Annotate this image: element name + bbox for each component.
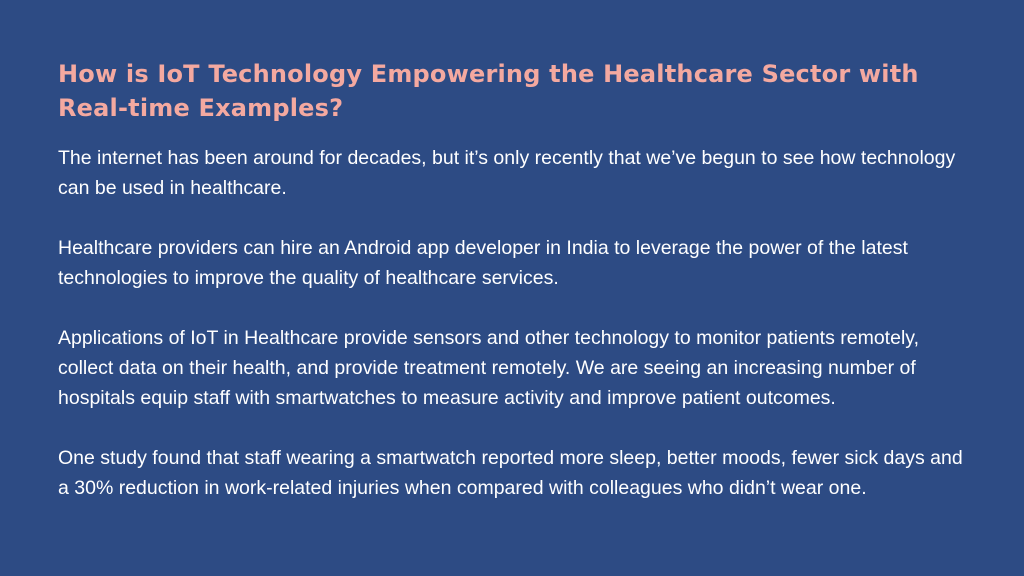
slide-title: How is IoT Technology Empowering the Healthcare Sector with Real-time Examples?	[58, 60, 919, 122]
paragraph-intro: The internet has been around for decades, but it’s only recently that we’ve begun to see how technology can be used in healthcare.	[58, 147, 956, 199]
paragraph-iot-applications: Applications of IoT in Healthcare provide sensors and other technology to monitor patients remotely, collect data on their health, and provide treatment remotely. We are seeing an increasing number of hospitals equip staff with smartwatches to measure activity and improve patient outcomes.	[58, 327, 919, 409]
slide-body	[58, 143, 978, 503]
paragraph-smartwatch-study: One study found that staff wearing a smartwatch reported more sleep, better moods, fewer sick days and a 30% reduction in work-related injuries when compared with colleagues who didn’t wear one.	[58, 447, 963, 499]
paragraph-android-developer: Healthcare providers can hire an Android app developer in India to leverage the power of the latest technologies to improve the quality of healthcare services.	[58, 237, 908, 289]
